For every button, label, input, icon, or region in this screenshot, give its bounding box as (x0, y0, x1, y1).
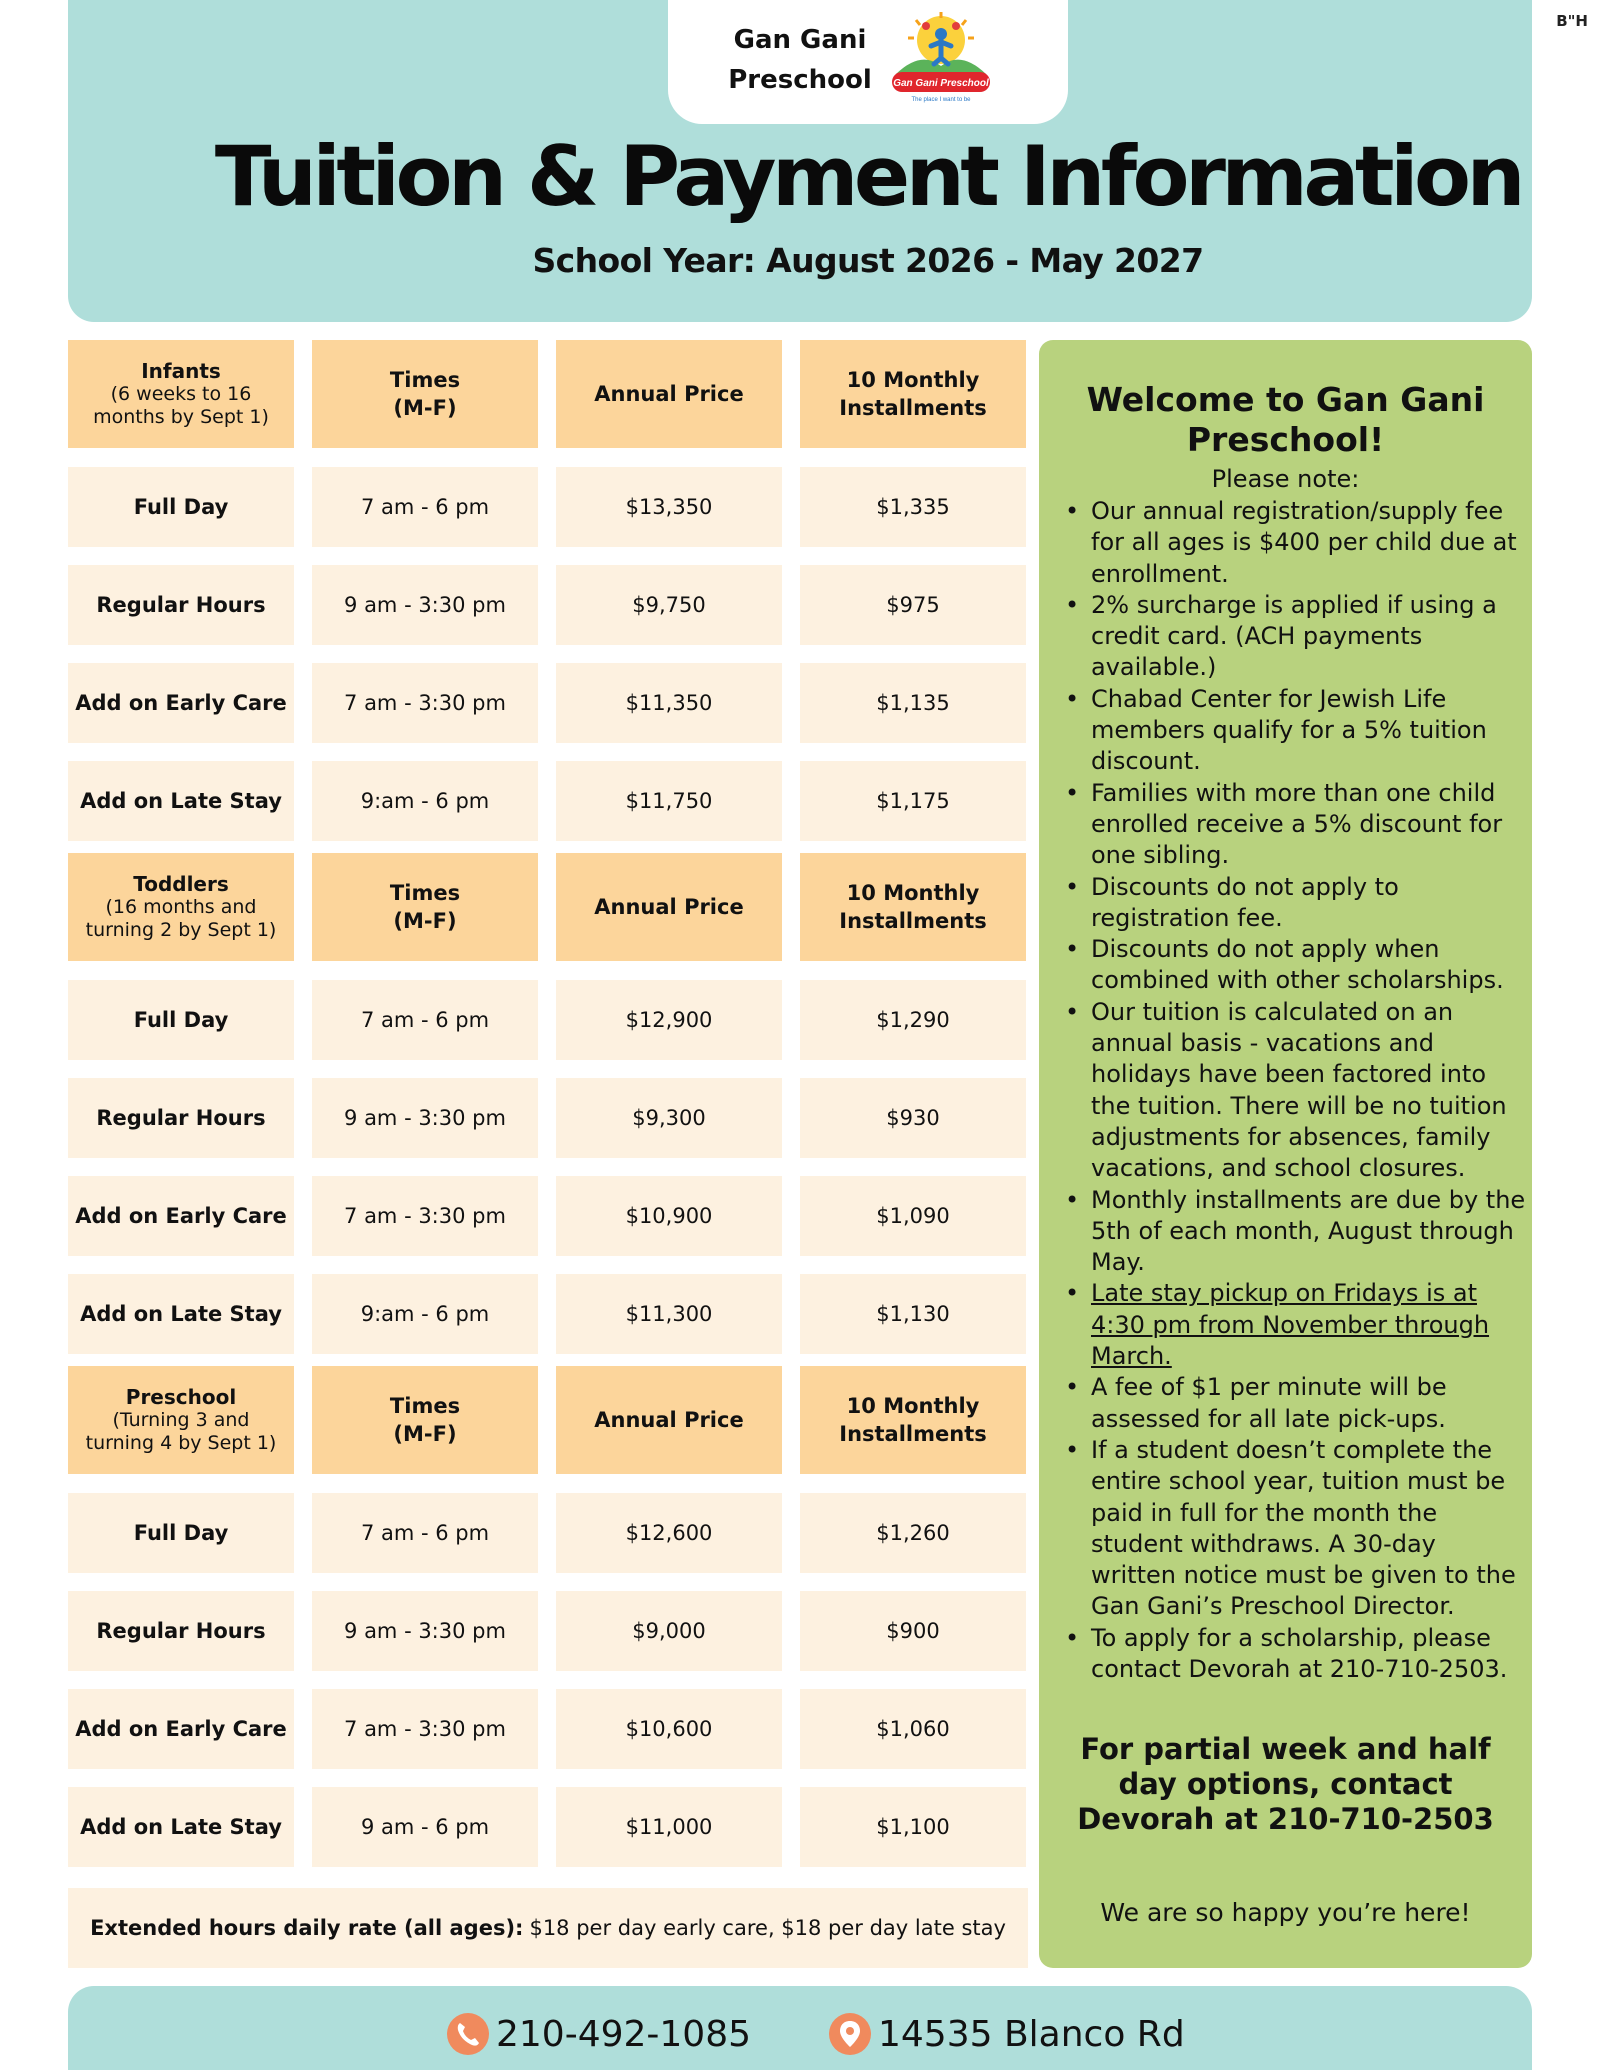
partial-week-contact: For partial week and half day options, contact Devorah at 210-710-2503 (1077, 1732, 1494, 1836)
row-label: Add on Early Care (68, 663, 294, 743)
row-label: Add on Late Stay (68, 1274, 294, 1354)
row-monthly-installment: $900 (800, 1591, 1026, 1671)
row-label: Full Day (68, 980, 294, 1060)
sidebar-title: Welcome to Gan Gani Preschool! (1086, 380, 1485, 459)
page-title: Tuition & Payment Information (214, 128, 1522, 225)
monthly-header-line-1: 10 Monthly (846, 881, 980, 905)
logo-tagline: The place I want to be (911, 97, 971, 103)
group-name: Preschool (125, 1384, 237, 1409)
corner-mark: B"H (1556, 12, 1588, 30)
row-annual-price: $12,600 (556, 1493, 782, 1573)
info-sidebar (1039, 340, 1532, 1968)
row-label: Regular Hours (68, 1591, 294, 1671)
monthly-installments-column-header (800, 853, 1026, 961)
row-annual-price: $11,350 (556, 663, 782, 743)
footer-phone-text: 210-492-1085 (496, 2013, 752, 2055)
policy-item: • Our tuition is calculated on an annual basis - vacations and holidays have been factored into the tuition. There will be no tuition adjustments for absences, family vacations, and school closures. (1055, 997, 1527, 1185)
row-times: 7 am - 6 pm (312, 467, 538, 547)
row-annual-price: $10,600 (556, 1689, 782, 1769)
row-times: 7 am - 3:30 pm (312, 1689, 538, 1769)
header-panel (68, 0, 1588, 322)
policy-item: • Monthly installments are due by the 5th of each month, August through May. (1055, 1185, 1527, 1279)
monthly-installments-column-header (800, 1366, 1026, 1474)
row-times: 9 am - 6 pm (312, 1787, 538, 1867)
row-annual-price: $11,000 (556, 1787, 782, 1867)
closing-message: We are so happy you’re here! (1100, 1898, 1471, 1927)
footer-phone[interactable] (446, 2012, 751, 2056)
row-monthly-installment: $1,290 (800, 980, 1026, 1060)
policy-item: • A fee of $1 per minute will be assessed for all late pick-ups. (1055, 1372, 1527, 1435)
row-monthly-installment: $1,060 (800, 1689, 1026, 1769)
times-header-line-1: Times (389, 368, 461, 392)
row-annual-price: $12,900 (556, 980, 782, 1060)
group-name: Infants (141, 358, 221, 383)
row-annual-price: $10,900 (556, 1176, 782, 1256)
row-times: 7 am - 3:30 pm (312, 663, 538, 743)
group-header-preschool (68, 1366, 294, 1474)
policy-item-late-stay: • Late stay pickup on Fridays is at 4:30 pm from November through March. (1055, 1278, 1527, 1372)
footer-address[interactable] (828, 2012, 1185, 2056)
group-age-line-1: (Turning 3 and (112, 1408, 250, 1431)
row-monthly-installment: $975 (800, 565, 1026, 645)
sidebar-note: Please note: (1211, 465, 1360, 493)
monthly-header-line-2: Installments (839, 396, 987, 420)
row-annual-price: $13,350 (556, 467, 782, 547)
row-times: 7 am - 3:30 pm (312, 1176, 538, 1256)
row-monthly-installment: $1,335 (800, 467, 1026, 547)
row-times: 7 am - 6 pm (312, 1493, 538, 1573)
monthly-header-line-1: 10 Monthly (846, 1394, 980, 1418)
group-age-line-2: turning 2 by Sept 1) (85, 918, 277, 941)
row-monthly-installment: $1,100 (800, 1787, 1026, 1867)
group-header-toddlers (68, 853, 294, 961)
row-label: Add on Late Stay (68, 761, 294, 841)
policy-item: • Our annual registration/supply fee for all ages is $400 per child due at enrollment. (1055, 496, 1527, 590)
policy-list (1055, 496, 1527, 1685)
row-monthly-installment: $1,260 (800, 1493, 1026, 1573)
row-label: Regular Hours (68, 1078, 294, 1158)
times-column-header (312, 340, 538, 448)
footer-address-text: 14535 Blanco Rd (878, 2013, 1185, 2055)
annual-price-column-header: Annual Price (556, 1366, 782, 1474)
location-pin-icon (828, 2012, 872, 2056)
policy-item: • To apply for a scholarship, please contact Devorah at 210-710-2503. (1055, 1623, 1527, 1686)
annual-price-column-header: Annual Price (556, 853, 782, 961)
row-label: Add on Early Care (68, 1689, 294, 1769)
row-monthly-installment: $1,135 (800, 663, 1026, 743)
row-label: Full Day (68, 1493, 294, 1573)
row-times: 7 am - 6 pm (312, 980, 538, 1060)
row-monthly-installment: $1,130 (800, 1274, 1026, 1354)
policy-item: • 2% surcharge is applied if using a credit card. (ACH payments available.) (1055, 590, 1527, 684)
row-label: Full Day (68, 467, 294, 547)
group-age-line-1: (16 months and (105, 895, 257, 918)
row-label: Add on Late Stay (68, 1787, 294, 1867)
times-column-header (312, 853, 538, 961)
policy-item: • If a student doesn’t complete the entire school year, tuition must be paid in full for the month the student withdraws. A 30-day written notice must be given to the Gan Gani’s Preschool Director. (1055, 1435, 1527, 1623)
school-year-subtitle: School Year: August 2026 - May 2027 (532, 241, 1204, 280)
logo-badge-text: Gan Gani Preschool (893, 78, 989, 89)
row-label: Add on Early Care (68, 1176, 294, 1256)
policy-item: • Discounts do not apply when combined with other scholarships. (1055, 934, 1527, 997)
group-header-infants (68, 340, 294, 448)
group-name: Toddlers (133, 871, 229, 896)
group-age-line-1: (6 weeks to 16 (110, 382, 252, 405)
extended-hours-rate (68, 1888, 1028, 1968)
row-times: 9 am - 3:30 pm (312, 565, 538, 645)
row-times: 9:am - 6 pm (312, 761, 538, 841)
monthly-header-line-1: 10 Monthly (846, 368, 980, 392)
times-header-line-2: (M-F) (393, 909, 457, 933)
monthly-header-line-2: Installments (839, 1422, 987, 1446)
phone-icon (446, 2012, 490, 2056)
times-header-line-2: (M-F) (393, 396, 457, 420)
row-times: 9 am - 3:30 pm (312, 1078, 538, 1158)
monthly-installments-column-header (800, 340, 1026, 448)
logo-line-1: Gan Gani (733, 25, 867, 55)
footer-panel (68, 1986, 1532, 2070)
logo-text (720, 20, 880, 100)
extended-hours-label: Extended hours daily rate (all ages): (90, 1916, 524, 1940)
row-monthly-installment: $1,090 (800, 1176, 1026, 1256)
row-times: 9:am - 6 pm (312, 1274, 538, 1354)
row-annual-price: $9,000 (556, 1591, 782, 1671)
preschool-logo-icon (886, 12, 996, 104)
times-header-line-2: (M-F) (393, 1422, 457, 1446)
extended-hours-text: $18 per day early care, $18 per day late stay (529, 1916, 1006, 1940)
times-header-line-1: Times (389, 881, 461, 905)
annual-price-column-header: Annual Price (556, 340, 782, 448)
group-age-line-2: months by Sept 1) (93, 405, 269, 428)
policy-item: • Families with more than one child enrolled receive a 5% discount for one sibling. (1055, 778, 1527, 872)
times-header-line-1: Times (389, 1394, 461, 1418)
policy-item: • Chabad Center for Jewish Life members qualify for a 5% tuition discount. (1055, 684, 1527, 778)
row-annual-price: $11,750 (556, 761, 782, 841)
policy-item: • Discounts do not apply to registration fee. (1055, 872, 1527, 935)
row-annual-price: $9,300 (556, 1078, 782, 1158)
row-monthly-installment: $930 (800, 1078, 1026, 1158)
row-annual-price: $11,300 (556, 1274, 782, 1354)
row-monthly-installment: $1,175 (800, 761, 1026, 841)
row-annual-price: $9,750 (556, 565, 782, 645)
monthly-header-line-2: Installments (839, 909, 987, 933)
row-label: Regular Hours (68, 565, 294, 645)
row-times: 9 am - 3:30 pm (312, 1591, 538, 1671)
times-column-header (312, 1366, 538, 1474)
group-age-line-2: turning 4 by Sept 1) (85, 1431, 277, 1454)
logo-tab (668, 0, 1068, 124)
logo-line-2: Preschool (728, 65, 872, 95)
